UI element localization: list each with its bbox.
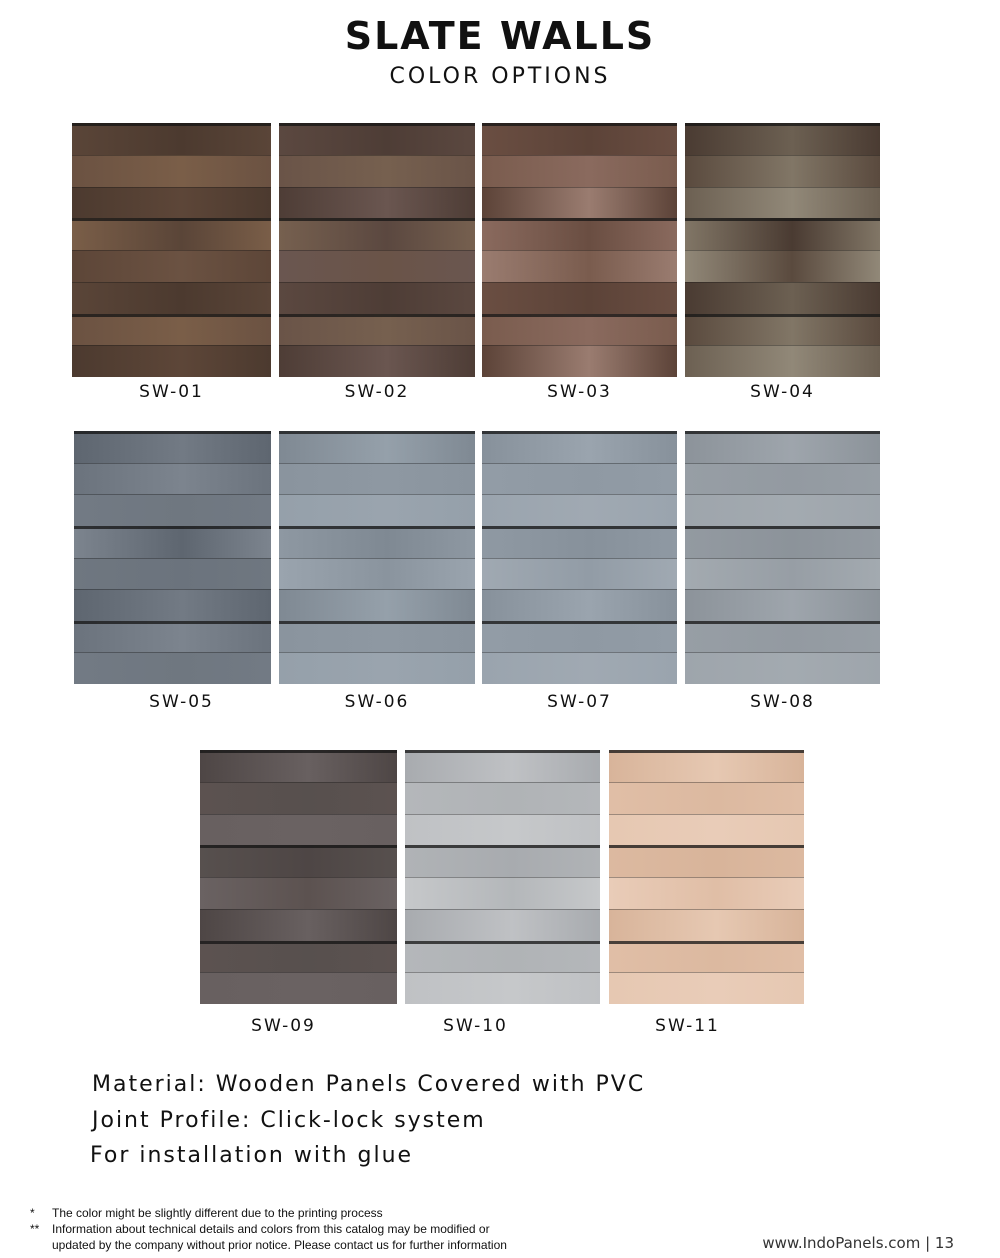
- panel-plank: [482, 282, 677, 315]
- panel-plank: [609, 814, 804, 847]
- swatch-label: SW-10: [443, 1016, 508, 1036]
- panel-plank: [72, 123, 271, 156]
- panel-plank: [482, 463, 677, 496]
- website-page-number: www.IndoPanels.com | 13: [762, 1234, 954, 1252]
- panel-plank: [482, 250, 677, 283]
- panel-plank: [74, 431, 271, 464]
- panel-plank: [482, 431, 677, 464]
- swatch-sw-08: [685, 431, 880, 684]
- panel-plank: [279, 314, 475, 347]
- swatch-label: SW-05: [149, 692, 214, 712]
- panel-plank: [685, 463, 880, 496]
- panel-plank: [609, 782, 804, 815]
- panel-plank: [72, 250, 271, 283]
- panel-plank: [609, 909, 804, 942]
- swatch-sw-09: [200, 750, 397, 1004]
- panel-plank: [405, 845, 600, 878]
- panel-plank: [405, 877, 600, 910]
- panel-plank: [405, 814, 600, 847]
- panel-plank: [200, 877, 397, 910]
- panel-plank: [685, 282, 880, 315]
- footnote-text: updated by the company without prior notice. Please contact us for further information: [52, 1238, 507, 1252]
- footnote-text: The color might be slightly different due to the printing process: [52, 1206, 383, 1220]
- panel-plank: [279, 526, 475, 559]
- panel-plank: [74, 589, 271, 622]
- panel-plank: [74, 494, 271, 527]
- panel-plank: [72, 282, 271, 315]
- panel-plank: [685, 431, 880, 464]
- panel-plank: [72, 345, 271, 377]
- panel-plank: [405, 941, 600, 974]
- panel-plank: [200, 782, 397, 815]
- panel-plank: [609, 972, 804, 1004]
- panel-plank: [279, 558, 475, 591]
- footnote-mark: **: [30, 1222, 40, 1236]
- page-subtitle: COLOR OPTIONS: [389, 64, 611, 89]
- swatch-sw-10: [405, 750, 600, 1004]
- panel-plank: [279, 345, 475, 377]
- panel-plank: [405, 972, 600, 1004]
- panel-plank: [482, 218, 677, 251]
- footnote-2: [30, 1222, 490, 1236]
- panel-plank: [482, 314, 677, 347]
- panel-plank: [200, 941, 397, 974]
- panel-plank: [72, 155, 271, 188]
- panel-plank: [685, 187, 880, 220]
- spec-installation: For installation with glue: [90, 1143, 414, 1168]
- swatch-sw-01: [72, 123, 271, 377]
- panel-plank: [72, 187, 271, 220]
- panel-plank: [279, 250, 475, 283]
- panel-plank: [74, 652, 271, 684]
- panel-plank: [72, 218, 271, 251]
- swatch-sw-06: [279, 431, 475, 684]
- panel-plank: [200, 845, 397, 878]
- panel-plank: [279, 155, 475, 188]
- panel-plank: [482, 558, 677, 591]
- panel-plank: [609, 877, 804, 910]
- panel-plank: [200, 814, 397, 847]
- panel-plank: [279, 589, 475, 622]
- footnote-mark: *: [30, 1206, 35, 1220]
- swatch-label: SW-07: [547, 692, 612, 712]
- panel-plank: [200, 972, 397, 1004]
- panel-plank: [609, 750, 804, 783]
- panel-plank: [72, 314, 271, 347]
- panel-plank: [279, 282, 475, 315]
- panel-plank: [482, 494, 677, 527]
- panel-plank: [279, 218, 475, 251]
- swatch-sw-02: [279, 123, 475, 377]
- panel-plank: [279, 431, 475, 464]
- swatch-sw-07: [482, 431, 677, 684]
- panel-plank: [74, 526, 271, 559]
- footnote-text: Information about technical details and colors from this catalog may be modified or: [52, 1222, 490, 1236]
- footnote-2-continued: [30, 1238, 507, 1252]
- panel-plank: [74, 558, 271, 591]
- panel-plank: [609, 845, 804, 878]
- panel-plank: [482, 621, 677, 654]
- swatch-sw-03: [482, 123, 677, 377]
- swatch-label: SW-04: [750, 382, 815, 402]
- footnote-1: [30, 1206, 383, 1220]
- panel-plank: [200, 909, 397, 942]
- panel-plank: [74, 463, 271, 496]
- panel-plank: [685, 123, 880, 156]
- swatch-label: SW-03: [547, 382, 612, 402]
- panel-plank: [685, 250, 880, 283]
- panel-plank: [685, 345, 880, 377]
- swatch-label: SW-09: [251, 1016, 316, 1036]
- panel-plank: [482, 652, 677, 684]
- swatch-sw-05: [74, 431, 271, 684]
- panel-plank: [482, 123, 677, 156]
- spec-material: Material: Wooden Panels Covered with PVC: [92, 1072, 646, 1097]
- panel-plank: [685, 314, 880, 347]
- swatch-label: SW-02: [344, 382, 410, 402]
- panel-plank: [74, 621, 271, 654]
- panel-plank: [482, 589, 677, 622]
- panel-plank: [200, 750, 397, 783]
- panel-plank: [685, 652, 880, 684]
- panel-plank: [685, 494, 880, 527]
- panel-plank: [482, 187, 677, 220]
- panel-plank: [405, 750, 600, 783]
- panel-plank: [279, 123, 475, 156]
- page-title: SLATE WALLS: [344, 14, 656, 58]
- panel-plank: [279, 463, 475, 496]
- panel-plank: [279, 494, 475, 527]
- panel-plank: [279, 187, 475, 220]
- spec-joint-profile: Joint Profile: Click-lock system: [92, 1108, 486, 1133]
- swatch-label: SW-06: [344, 692, 410, 712]
- panel-plank: [482, 155, 677, 188]
- panel-plank: [685, 218, 880, 251]
- panel-plank: [482, 526, 677, 559]
- panel-plank: [685, 155, 880, 188]
- panel-plank: [405, 909, 600, 942]
- panel-plank: [685, 526, 880, 559]
- panel-plank: [405, 782, 600, 815]
- swatch-label: SW-11: [655, 1016, 720, 1036]
- panel-plank: [279, 621, 475, 654]
- panel-plank: [609, 941, 804, 974]
- swatch-label: SW-08: [750, 692, 815, 712]
- swatch-label: SW-01: [139, 382, 204, 402]
- panel-plank: [685, 621, 880, 654]
- panel-plank: [279, 652, 475, 684]
- swatch-sw-04: [685, 123, 880, 377]
- panel-plank: [685, 558, 880, 591]
- panel-plank: [482, 345, 677, 377]
- swatch-sw-11: [609, 750, 804, 1004]
- panel-plank: [685, 589, 880, 622]
